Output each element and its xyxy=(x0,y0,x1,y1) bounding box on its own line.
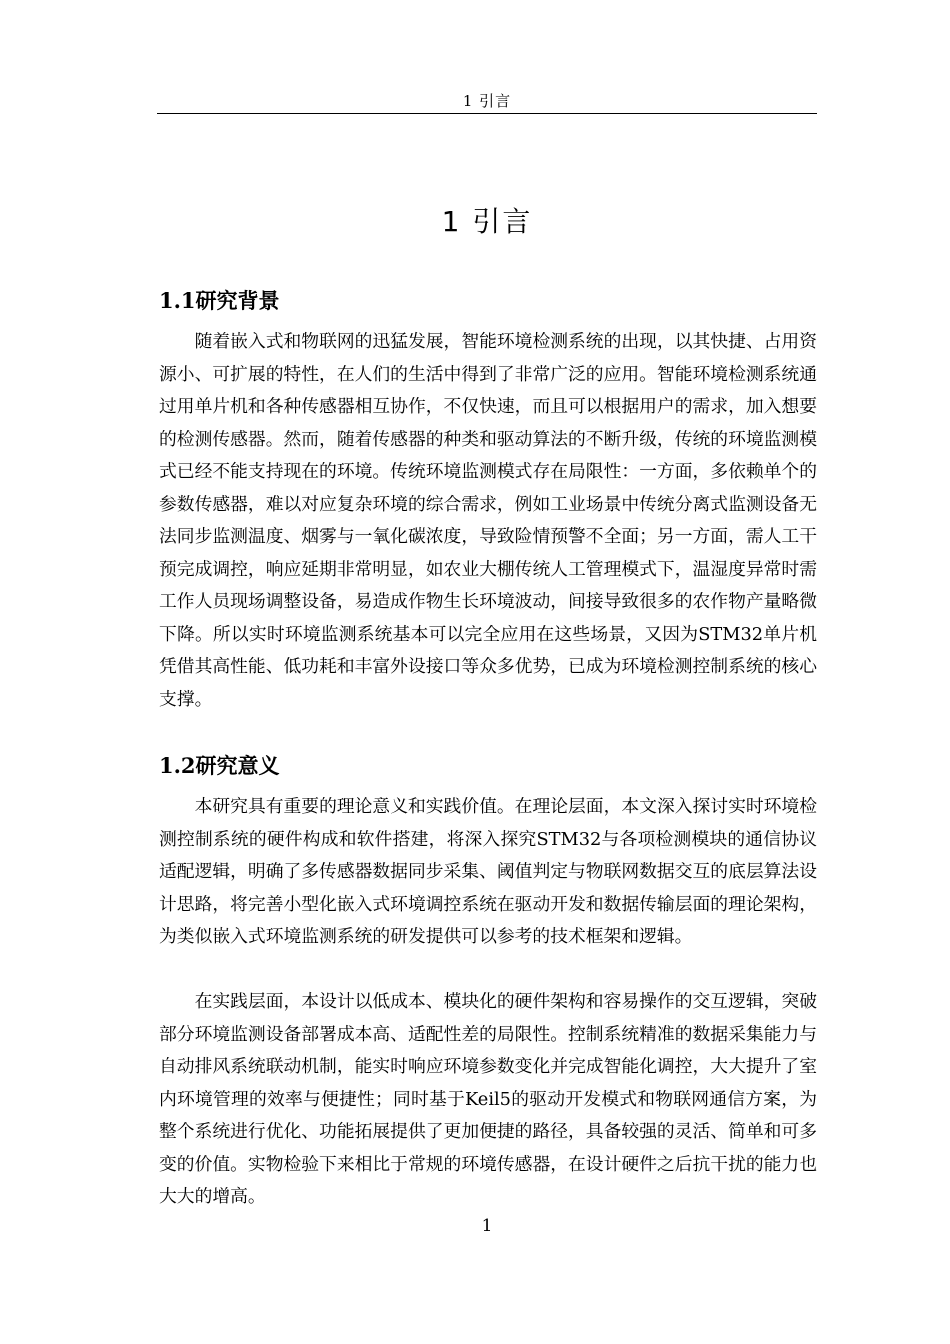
running-header: 1 引言 xyxy=(462,92,512,110)
paragraph-background: 随着嵌入式和物联网的迅猛发展，智能环境检测系统的出现，以其快捷、占用资源小、可扩展的特性，在人们的生活中得到了非常广泛的应用。智能环境检测系统通过用单片机和各种传感器相互协作，不仅快速，而且可以根据用户的需求，加入想要的检测传感器。然而，随着传感器的种类和驱动算法的不断升级，传统的环境监测模式已经不能支持现在的环境。传统环境监测模式存在局限性：一方面，多依赖单个的参数传感器，难以对应复杂环境的综合需求，例如工业场景中传统分离式监测设备无法同步监测温度、烟雾与一氧化碳浓度，导致险情预警不全面；另一方面，需人工干预完成调控，响应延期非常明显，如农业大棚传统人工管理模式下，温湿度异常时需工作人员现场调整设备，易造成作物生长环境波动，间接导致很多的农作物产量略微下降。所以实时环境监测系统基本可以完全应用在这些场景，又因为STM32单片机凭借其高性能、低功耗和丰富外设接口等众多优势，已成为环境检测控制系统的核心支撑。 xyxy=(159,331,817,710)
paragraph-practice: 在实践层面，本设计以低成本、模块化的硬件架构和容易操作的交互逻辑，突破部分环境监测设备部署成本高、适配性差的局限性。控制系统精准的数据采集能力与自动排风系统联动机制，能实时响应环境参数变化并完成智能化调控，大大提升了室内环境管理的效率与便捷性；同时基于Keil5的驱动开发模式和物联网通信方案，为整个系统进行优化、功能拓展提供了更加便捷的路径，具备较强的灵活、简单和可多变的价值。实物检验下来相比于常规的环境传感器，在设计硬件之后抗干扰的能力也大大的增高。 xyxy=(159,991,817,1207)
paragraph-theory: 本研究具有重要的理论意义和实践价值。在理论层面，本文深入探讨实时环境检测控制系统的硬件构成和软件搭建，将深入探究STM32与各项检测模块的通信协议适配逻辑，明确了多传感器数据同步采集、阈值判定与物联网数据交互的底层算法设计思路，将完善小型化嵌入式环境调控系统在驱动开发和数据传输层面的理论架构，为类似嵌入式环境监测系统的研发提供可以参考的技术框架和逻辑。 xyxy=(159,796,817,947)
header-rule xyxy=(157,113,817,114)
chapter-title: 1 引言 xyxy=(441,205,533,238)
page-number: 1 xyxy=(481,1216,493,1236)
section-heading-significance: 1.2研究意义 xyxy=(159,753,280,778)
section-heading-background: 1.1研究背景 xyxy=(159,288,280,313)
